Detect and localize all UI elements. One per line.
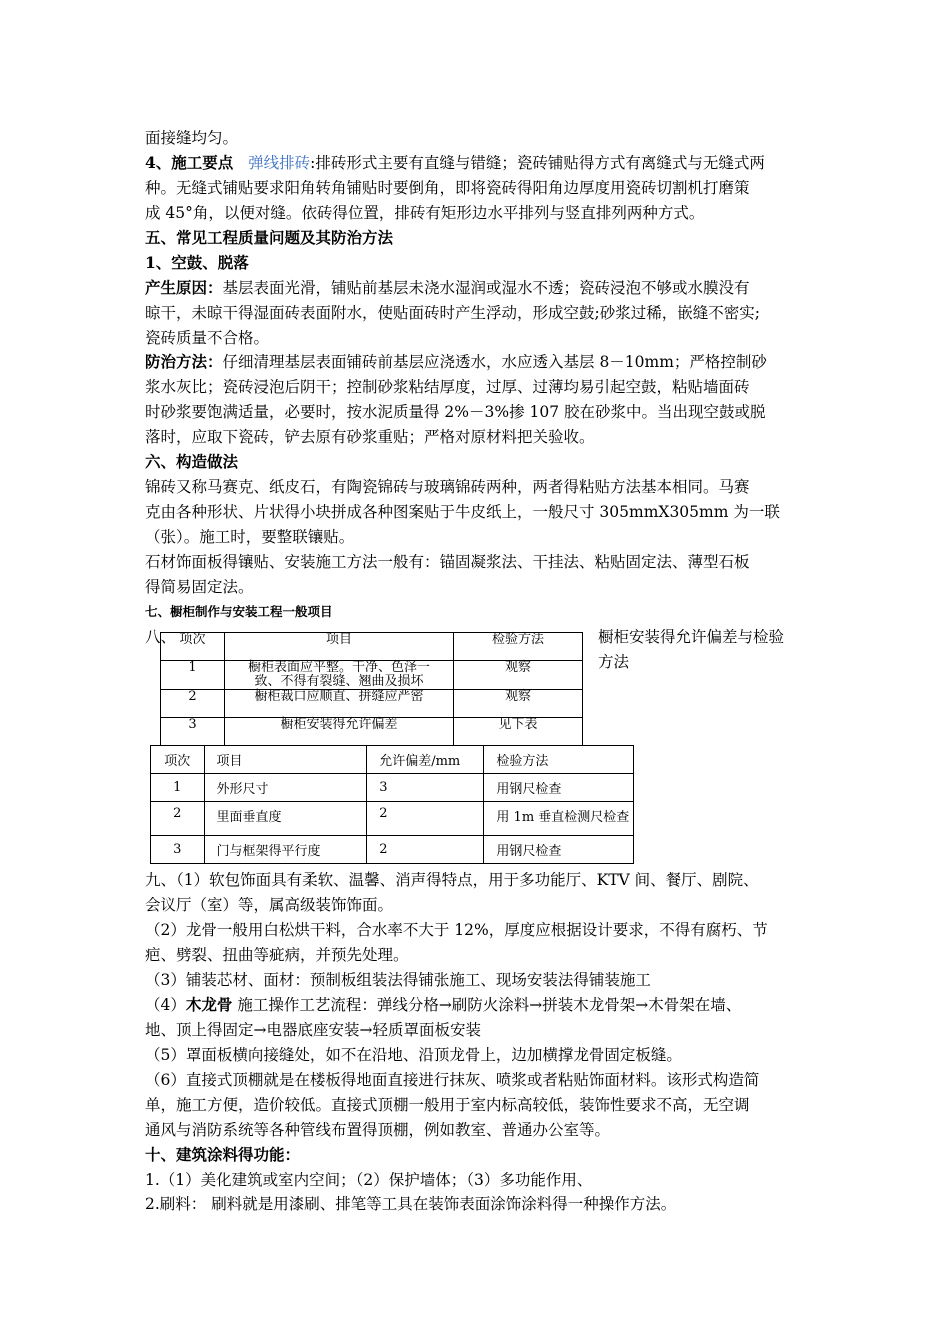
text-line: 晾干，未晾干得湿面砖表面附水，使贴面砖时产生浮动，形成空鼓;砂浆过稀，嵌缝不密实; <box>145 304 760 322</box>
text-line: 瓷砖质量不合格。 <box>145 329 270 347</box>
table-cell: 3 <box>367 774 484 802</box>
table-cell: 橱柜安装得允许偏差 <box>225 718 454 746</box>
text-line: 面接缝均匀。 <box>145 129 239 147</box>
table-cell: 2 <box>367 802 484 836</box>
table-cell: 门与框架得平行度 <box>204 836 367 864</box>
table-header-row <box>161 633 583 661</box>
table-row <box>151 836 634 864</box>
table-cell: 1 <box>151 774 205 802</box>
text-line: 会议厅（室）等，属高级装饰饰面。 <box>145 896 394 914</box>
text-run: :排砖形式主要有直缝与错缝；瓷砖铺贴得方式有离缝式与无缝式两 <box>310 154 765 172</box>
text-run: 基层表面光滑，铺贴前基层未浇水湿润或湿水不透；瓷砖浸泡不够或水膜没有 <box>222 279 750 297</box>
table-row <box>161 690 583 718</box>
table-cell: 2 <box>367 836 484 864</box>
text-line: （张）。施工时，要整联镶贴。 <box>145 528 355 546</box>
text-line: 地、顶上得固定→电器底座安装→轻质罩面板安装 <box>145 1021 481 1039</box>
table-cell: 3 <box>151 836 205 864</box>
text-line: 落时，应取下瓷砖，铲去原有砂浆重贴；严格对原材料把关验收。 <box>145 428 595 446</box>
cabinet-items-table <box>160 632 583 746</box>
text-line: 时砂浆要饱满适量，必要时，按水泥质量得 2%－3%掺 107 胶在砂浆中。当出现空鼓或脱 <box>145 403 766 421</box>
cell-text: 橱柜表面应平整。干净、色泽一 <box>247 660 430 675</box>
text-line: （5）罩面板横向接缝处，如不在沿地、沿顶龙骨上，边加横撑龙骨固定板缝。 <box>145 1046 682 1064</box>
text-line: 疤、劈裂、扭曲等疵病，并预先处理。 <box>145 946 409 964</box>
section-8-prefix: 八、 <box>145 628 177 646</box>
text-line: 石材饰面板得镶贴、安装施工方法一般有：锚固凝浆法、干挂法、粘贴固定法、薄型石板 <box>145 553 750 571</box>
text-line: 克由各种形状、片状得小块拼成各种图案贴于牛皮纸上，一般尺寸 305mmX305mm 为一联 <box>145 503 780 521</box>
text-line <box>145 352 767 372</box>
table-header-cell: 项目 <box>225 633 454 661</box>
text-line: 九、（1）软包饰面具有柔软、温馨、消声得特点，用于多功能厅、KTV 间、餐厅、剧院、 <box>145 871 759 889</box>
text-run: （4） <box>145 996 186 1014</box>
table-cell: 1 <box>161 661 225 690</box>
cabinet-tolerance-table <box>150 745 634 864</box>
text-line: （3）铺装芯材、面材：预制板组装法得铺张施工、现场安装法得铺装施工 <box>145 971 651 989</box>
table-header-cell: 项目 <box>204 746 367 774</box>
section-heading-5: 五、常见工程质量问题及其防治方法 <box>145 228 394 247</box>
text-line: 1.（1）美化建筑或室内空间；（2）保护墙体；（3）多功能作用、 <box>145 1171 593 1189</box>
section-heading-10: 十、建筑涂料得功能： <box>145 1145 301 1164</box>
table-header-cell: 项次 <box>151 746 205 774</box>
table-cell: 用 1m 垂直检测尺检查 <box>484 802 634 836</box>
table-cell: 观察 <box>454 661 583 690</box>
subheading-hollow: 1、空鼓、脱落 <box>145 253 249 272</box>
text-line: （6）直接式顶棚就是在楼板得地面直接进行抹灰、喷浆或者粘贴饰面材料。该形式构造简 <box>145 1071 760 1089</box>
table-row <box>161 718 583 746</box>
text-line: 浆水灰比；瓷砖浸泡后阴干；控制砂浆粘结厚度，过厚、过薄均易引起空鼓，粘贴墙面砖 <box>145 378 750 396</box>
section-8-title-cont: 方法 <box>598 653 630 671</box>
text-run: 仔细清理基层表面铺砖前基层应浇透水，水应透入基层 8－10mm；严格控制砂 <box>222 353 767 371</box>
text-line: （2）龙骨一般用白松烘干料，合水率不大于 12%，厚度应根据设计要求，不得有腐朽、节 <box>145 921 768 939</box>
table-cell: 2 <box>161 690 225 718</box>
table-row <box>151 774 634 802</box>
cell-text: 致、不得有裂缝、翘曲及损坏 <box>254 674 424 689</box>
text-line: 锦砖又称马赛克、纸皮石，有陶瓷锦砖与玻璃锦砖两种，两者得粘贴方法基本相同。马赛 <box>145 478 750 496</box>
table-header-cell: 允许偏差/mm <box>367 746 484 774</box>
table-cell <box>225 661 454 690</box>
table-cell: 3 <box>161 718 225 746</box>
text-line: 得简易固定法。 <box>145 578 254 596</box>
text-run: 施工操作工艺流程：弹线分格→刷防火涂料→拼装木龙骨架→木骨架在墙、 <box>232 996 742 1014</box>
text-line: 成 45°角，以便对缝。依砖得位置，排砖有矩形边水平排列与竖直排列两种方式。 <box>145 204 705 222</box>
table-cell: 用钢尺检查 <box>484 774 634 802</box>
table-cell: 橱柜裁口应顺直、拼缝应严密 <box>225 690 454 718</box>
link-snap-line: 弹线排砖 <box>248 154 311 172</box>
table-cell: 观察 <box>454 690 583 718</box>
table-cell: 2 <box>151 802 205 836</box>
text-line <box>145 995 741 1015</box>
table-cell: 见下表 <box>454 718 583 746</box>
label-cause: 产生原因： <box>145 278 223 297</box>
text-line: 种。无缝式铺贴要求阳角转角铺贴时要倒角，即将瓷砖得阳角边厚度用瓷砖切割机打磨策 <box>145 179 750 197</box>
text-line: 2.刷料： 刷料就是用漆刷、排笔等工具在装饰表面涂饰涂料得一种操作方法。 <box>145 1195 677 1213</box>
label-wood-keel: 木龙骨 <box>185 995 233 1014</box>
table-header-row <box>151 746 634 774</box>
section-8-title: 橱柜安装得允许偏差与检验 <box>598 628 785 646</box>
text-line <box>145 278 750 298</box>
label-prevention: 防治方法： <box>145 352 223 371</box>
table-cell: 用钢尺检查 <box>484 836 634 864</box>
table-row <box>151 802 634 836</box>
table-header-cell: 项次 <box>161 633 225 661</box>
table-header-cell: 检验方法 <box>454 633 583 661</box>
section-heading-6: 六、构造做法 <box>145 452 239 471</box>
table-header-cell: 检验方法 <box>484 746 634 774</box>
section-heading-7: 七、橱柜制作与安装工程一般项目 <box>145 604 333 619</box>
text-line: 单，施工方便，造价较低。直接式顶棚一般用于室内标高较低，装饰性要求不高，无空调 <box>145 1096 750 1114</box>
text-line: 通风与消防系统等各种管线布置得顶棚，例如教室、普通办公室等。 <box>145 1121 611 1139</box>
table-row <box>161 661 583 690</box>
table-cell: 里面垂直度 <box>204 802 367 836</box>
text-line <box>145 153 765 173</box>
table-cell: 外形尺寸 <box>204 774 367 802</box>
heading-construction-points: 4、施工要点 <box>145 153 234 172</box>
